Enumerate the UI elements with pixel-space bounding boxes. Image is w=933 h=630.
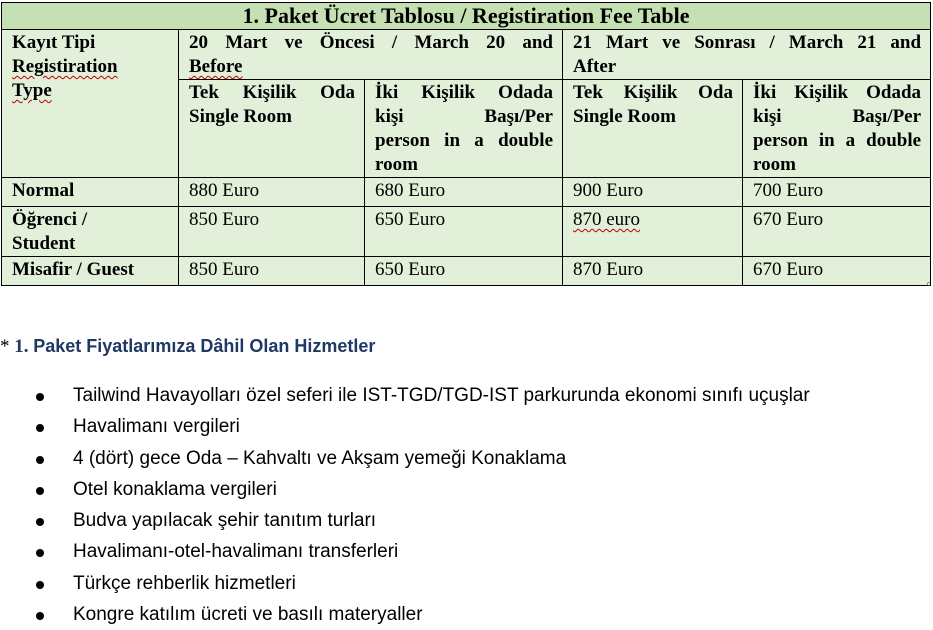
bullet-icon (36, 456, 44, 464)
room-header-line: room (375, 154, 418, 175)
row-type-label: Student (12, 233, 76, 254)
room-header-line: Tek Kişilik Oda (189, 82, 355, 103)
price-value: 870 euro (573, 209, 641, 230)
period-header-line: Before (189, 56, 243, 77)
bullet-icon (36, 518, 44, 526)
room-header-line: room (753, 154, 796, 175)
room-header-single (563, 80, 743, 178)
list-item (0, 443, 810, 474)
list-item-text: Türkçe rehberlik hizmetleri (73, 572, 296, 594)
list-item (0, 380, 810, 411)
price-cell: 880 Euro (179, 178, 365, 207)
period-header-line: After (573, 56, 617, 77)
bullet-icon (36, 612, 44, 620)
price-cell: 870 Euro (563, 257, 743, 286)
heading-number: 1. (14, 336, 29, 357)
bullet-icon (36, 393, 44, 401)
bullet-icon (36, 581, 44, 589)
list-item-text: Havalimanı vergileri (73, 416, 240, 438)
list-item (0, 599, 810, 630)
list-item-text: Tailwind Havayolları özel seferi ile IST-TGD/TGD-IST parkurunda ekonomi sınıfı uçuşlar (73, 385, 810, 406)
price-cell: 900 Euro (563, 178, 743, 207)
list-item-text: Havalimanı-otel-havalimanı transferleri (73, 541, 399, 563)
price-cell: 650 Euro (365, 207, 563, 257)
room-header-single (179, 80, 365, 178)
list-item-text: Otel konaklama vergileri (73, 478, 277, 500)
row-type-label: Öğrenci / (12, 209, 88, 230)
price-cell: 670 Euro (743, 257, 931, 286)
list-item (0, 411, 810, 442)
row-type-label: Normal (12, 180, 75, 201)
period-header-late (563, 30, 931, 80)
list-item (0, 536, 810, 567)
room-header-line: Tek Kişilik Oda (573, 82, 733, 103)
heading-text: Paket Fiyatlarımıza Dâhil Olan Hizmetler (33, 336, 376, 356)
list-item (0, 505, 810, 536)
price-cell: 670 Euro (743, 207, 931, 257)
room-header-line: person in a double (753, 130, 922, 151)
list-item-text: Budva yapılacak şehir tanıtım turları (73, 510, 377, 532)
room-header-line: kişi Başı/Per (375, 106, 553, 127)
table-row (2, 178, 931, 207)
list-item-text: Kongre katılım ücreti ve basılı materyaller (73, 604, 423, 626)
room-header-line: İki Kişilik Odada (753, 82, 922, 103)
price-cell (563, 207, 743, 257)
row-type-label: Misafir / Guest (12, 259, 135, 280)
room-header-line: Single Room (189, 106, 292, 127)
type-header-cell (2, 30, 179, 178)
registration-fee-table (1, 2, 931, 286)
period-header-line: 21 Mart ve Sonrası / March 21 and (573, 32, 922, 53)
room-header-line: person in a double (375, 130, 553, 151)
room-header-line: Single Room (573, 106, 676, 127)
price-cell: 680 Euro (365, 178, 563, 207)
price-cell: 850 Euro (179, 257, 365, 286)
period-header-early (179, 30, 563, 80)
price-cell: 850 Euro (179, 207, 365, 257)
list-item (0, 568, 810, 599)
bullet-icon (36, 487, 44, 495)
room-header-double (743, 80, 931, 178)
type-header-line: Kayıt Tipi (12, 32, 96, 53)
period-header-line: 20 Mart ve Öncesi / March 20 and (189, 32, 553, 53)
list-item (0, 474, 810, 505)
table-title-row (2, 3, 931, 30)
bullet-icon (36, 424, 44, 432)
table-title: 1. Paket Ücret Tablosu / Registiration Fee Table (2, 3, 931, 30)
table-row (2, 207, 931, 257)
bullet-icon (36, 549, 44, 557)
list-item-text: 4 (dört) gece Oda – Kahvaltı ve Akşam yemeği Konaklama (73, 447, 567, 469)
included-services-list (0, 380, 810, 630)
table-header-row (2, 30, 931, 80)
table-row (2, 257, 931, 286)
heading-asterisk: * (0, 336, 10, 357)
row-type-cell (2, 257, 179, 286)
services-heading (0, 336, 375, 358)
room-header-line: kişi Başı/Per (753, 106, 922, 127)
row-type-cell (2, 178, 179, 207)
paragraph-anchor-mark: c (927, 281, 931, 288)
type-header-line: Type (12, 80, 52, 101)
room-header-double (365, 80, 563, 178)
room-header-line: İki Kişilik Odada (375, 82, 553, 103)
row-type-cell (2, 207, 179, 257)
price-cell: 650 Euro (365, 257, 563, 286)
price-cell: 700 Euro (743, 178, 931, 207)
type-header-line: Registiration (12, 56, 118, 77)
